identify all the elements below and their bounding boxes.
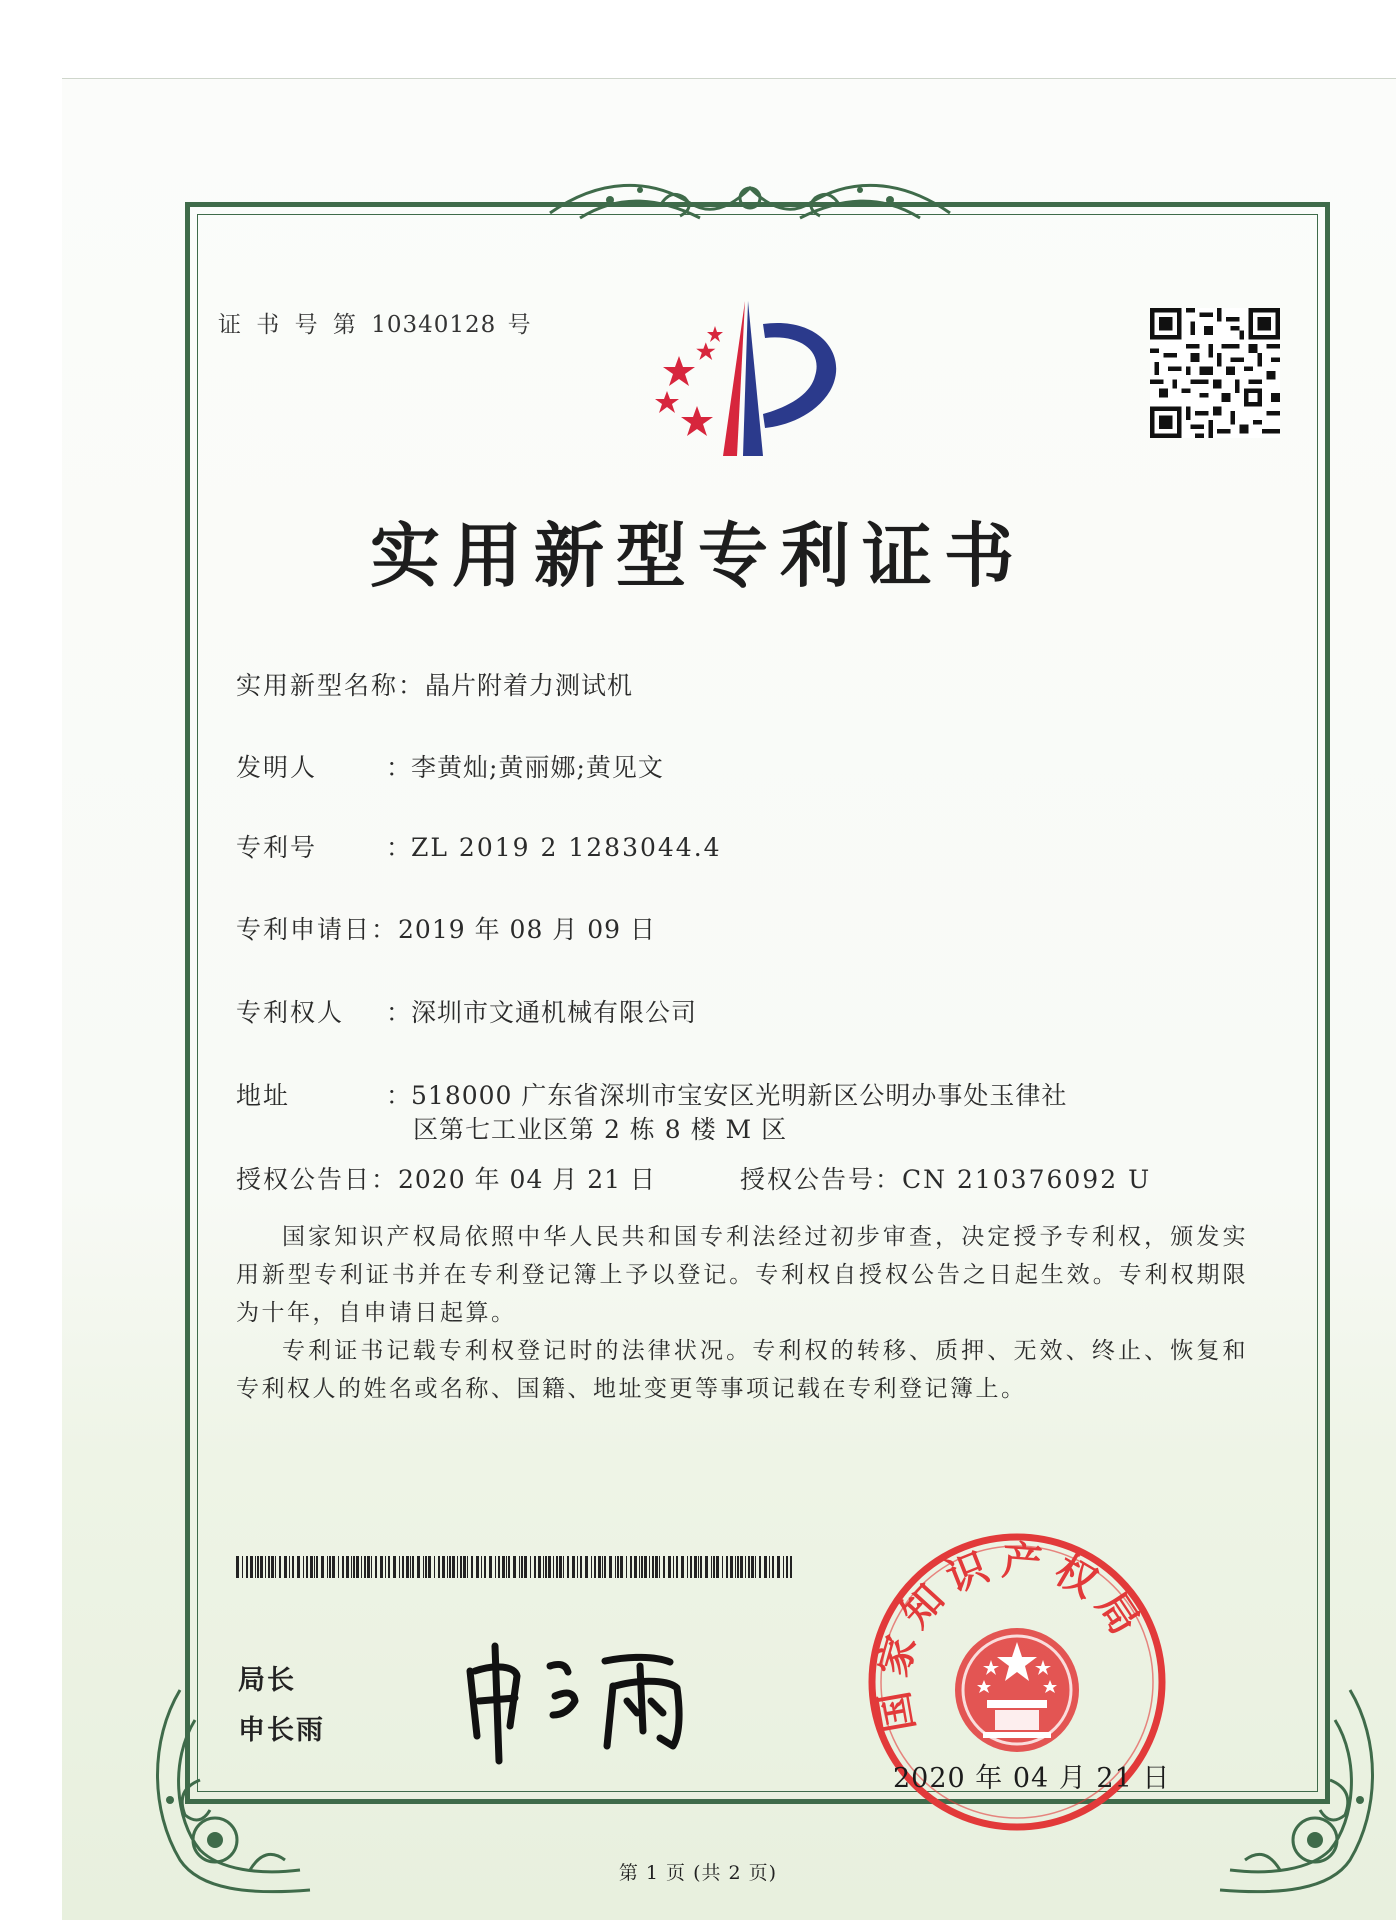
- barcode-bar: [393, 1556, 396, 1578]
- barcode-bar: [705, 1556, 708, 1578]
- barcode-bar: [519, 1556, 520, 1578]
- barcode-bar: [371, 1556, 372, 1578]
- barcode-bar: [321, 1556, 324, 1578]
- barcode-bar: [364, 1556, 366, 1578]
- barcode-bar: [748, 1556, 750, 1578]
- barcode-bar: [722, 1556, 723, 1578]
- patent-number-row: [236, 828, 722, 864]
- barcode-bar: [481, 1556, 482, 1578]
- barcode-bar: [591, 1556, 592, 1578]
- barcode-bar: [275, 1556, 276, 1578]
- barcode-bar: [726, 1556, 728, 1578]
- barcode-bar: [602, 1556, 603, 1578]
- barcode-bar: [316, 1556, 318, 1578]
- barcode-bar: [351, 1556, 352, 1578]
- address-label: 地址: [236, 1081, 291, 1110]
- barcode-bar: [545, 1556, 547, 1578]
- barcode-bar: [327, 1556, 328, 1578]
- barcode-bar: [434, 1556, 435, 1578]
- barcode-bar: [388, 1556, 390, 1578]
- barcode-bar: [268, 1556, 270, 1578]
- barcode-bar: [663, 1556, 665, 1578]
- address-row-2: [413, 1110, 787, 1146]
- grant-number-value: CN 210376092 U: [902, 1165, 1152, 1194]
- grant-date-label: 授权公告日：: [236, 1165, 399, 1194]
- barcode-bar: [687, 1556, 688, 1578]
- barcode-bar: [548, 1556, 551, 1578]
- barcode-bar: [652, 1556, 654, 1578]
- barcode-bar: [634, 1556, 637, 1578]
- barcode-bar: [250, 1556, 253, 1578]
- barcode-bar: [604, 1556, 606, 1578]
- grant-date-value: 2020 年 04 月 21 日: [398, 1165, 656, 1194]
- barcode-bar: [476, 1556, 479, 1578]
- legal-statement: [236, 1218, 1248, 1408]
- barcode-bar: [292, 1556, 294, 1578]
- barcode-bar: [297, 1556, 300, 1578]
- barcode-bar: [495, 1556, 496, 1578]
- barcode-bar: [265, 1556, 266, 1578]
- barcode-bar: [402, 1556, 404, 1578]
- barcode-bar: [329, 1556, 331, 1578]
- barcode-bar: [615, 1556, 616, 1578]
- address-colon: ：: [386, 1081, 412, 1110]
- barcode-bar: [681, 1556, 684, 1578]
- barcode-bar: [449, 1556, 451, 1578]
- barcode-bar: [740, 1556, 743, 1578]
- barcode-bar: [559, 1556, 562, 1578]
- barcode-bar: [467, 1556, 468, 1578]
- inventor-value: 李黄灿;黄丽娜;黄见文: [411, 753, 664, 782]
- utility-model-name-value: 晶片附着力测试机: [425, 671, 634, 700]
- barcode-bar: [617, 1556, 619, 1578]
- certificate-number: [218, 306, 535, 339]
- barcode-bar: [594, 1556, 596, 1578]
- seal-date: 2020 年 04 月 21 日: [893, 1763, 1171, 1794]
- patent-office-logo: [645, 296, 855, 461]
- barcode-bar: [442, 1556, 445, 1578]
- barcode-bar: [737, 1556, 739, 1578]
- barcode-bar: [649, 1556, 650, 1578]
- barcode-bar: [563, 1556, 564, 1578]
- barcode-bar: [236, 1556, 239, 1578]
- signer-title: 局长: [238, 1665, 296, 1696]
- barcode-bar: [255, 1556, 256, 1578]
- barcode-bar: [556, 1556, 558, 1578]
- patent-number-label: 专利号: [236, 833, 318, 862]
- barcode-bar: [425, 1556, 427, 1578]
- barcode-bar: [356, 1556, 359, 1578]
- patentee-label: 专利权人: [236, 998, 345, 1027]
- barcode: [236, 1556, 792, 1578]
- address-row: [236, 1076, 1067, 1112]
- barcode-bar: [410, 1556, 411, 1578]
- barcode-bar: [346, 1556, 349, 1578]
- barcode-bar: [260, 1556, 263, 1578]
- page-title: 实用新型专利证书: [370, 515, 1026, 597]
- barcode-bar: [361, 1556, 362, 1578]
- barcode-bar: [585, 1556, 588, 1578]
- barcode-bar: [764, 1556, 767, 1578]
- address-line-2: 区第七工业区第 2 栋 8 楼 M 区: [413, 1115, 788, 1144]
- barcode-bar: [342, 1556, 344, 1578]
- barcode-bar: [543, 1556, 544, 1578]
- barcode-bar: [521, 1556, 523, 1578]
- barcode-bar: [524, 1556, 527, 1578]
- filing-date-value: 2019 年 08 月 09 日: [398, 915, 656, 944]
- barcode-bar: [641, 1556, 643, 1578]
- barcode-bar: [367, 1556, 370, 1578]
- barcode-bar: [772, 1556, 774, 1578]
- barcode-bar: [777, 1556, 780, 1578]
- grant-number-row: [740, 1160, 1151, 1196]
- patent-number-colon: ：: [386, 833, 412, 862]
- qr-code: [1150, 308, 1280, 438]
- inventor-row: [236, 748, 664, 784]
- barcode-bar: [659, 1556, 660, 1578]
- barcode-bar: [786, 1556, 788, 1578]
- barcode-bar: [630, 1556, 632, 1578]
- barcode-bar: [755, 1556, 756, 1578]
- barcode-bar: [626, 1556, 627, 1578]
- barcode-bar: [716, 1556, 719, 1578]
- filing-date-label: 专利申请日：: [236, 915, 399, 944]
- barcode-bar: [751, 1556, 754, 1578]
- barcode-bar: [735, 1556, 736, 1578]
- barcode-bar: [676, 1556, 678, 1578]
- barcode-bar: [289, 1556, 290, 1578]
- barcode-bar: [513, 1556, 516, 1578]
- patentee-value: 深圳市文通机械有限公司: [411, 998, 698, 1027]
- barcode-bar: [332, 1556, 335, 1578]
- barcode-bar: [303, 1556, 304, 1578]
- barcode-bar: [246, 1556, 248, 1578]
- barcode-bar: [534, 1556, 536, 1578]
- barcode-bar: [730, 1556, 733, 1578]
- inventor-label: 发明人: [236, 753, 318, 782]
- barcode-bar: [447, 1556, 448, 1578]
- barcode-bar: [310, 1556, 313, 1578]
- patentee-colon: ：: [386, 998, 412, 1027]
- certificate-number-suffix: 号: [507, 312, 535, 338]
- barcode-bar: [690, 1556, 692, 1578]
- barcode-bar: [538, 1556, 541, 1578]
- barcode-bar: [428, 1556, 431, 1578]
- barcode-bar: [338, 1556, 339, 1578]
- barcode-bar: [306, 1556, 308, 1578]
- barcode-bar: [242, 1556, 243, 1578]
- barcode-bar: [271, 1556, 274, 1578]
- barcode-bar: [655, 1556, 658, 1578]
- barcode-bar: [380, 1556, 383, 1578]
- barcode-bar: [694, 1556, 697, 1578]
- barcode-bar: [609, 1556, 612, 1578]
- barcode-bar: [438, 1556, 440, 1578]
- barcode-bar: [502, 1556, 505, 1578]
- barcode-bar: [580, 1556, 582, 1578]
- barcode-bar: [489, 1556, 492, 1578]
- barcode-bar: [406, 1556, 409, 1578]
- barcode-bar: [700, 1556, 702, 1578]
- barcode-bar: [385, 1556, 386, 1578]
- barcode-bar: [644, 1556, 647, 1578]
- barcode-bar: [553, 1556, 554, 1578]
- barcode-bar: [498, 1556, 500, 1578]
- barcode-bar: [790, 1556, 792, 1578]
- barcode-bar: [471, 1556, 473, 1578]
- barcode-bar: [711, 1556, 712, 1578]
- barcode-bar: [598, 1556, 601, 1578]
- seal-text: 国家知识产权局: [869, 1537, 1154, 1736]
- barcode-bar: [457, 1556, 458, 1578]
- barcode-bar: [508, 1556, 510, 1578]
- address-line-1: 518000 广东省深圳市宝安区光明新区公明办事处玉律社: [411, 1081, 1068, 1110]
- patentee-row: [236, 993, 697, 1029]
- inventor-colon: ：: [386, 753, 412, 782]
- signer-name: 申长雨: [238, 1715, 325, 1746]
- barcode-bar: [375, 1556, 377, 1578]
- barcode-bar: [452, 1556, 455, 1578]
- barcode-bar: [567, 1556, 569, 1578]
- barcode-bar: [423, 1556, 424, 1578]
- barcode-bar: [484, 1556, 486, 1578]
- barcode-bar: [353, 1556, 355, 1578]
- barcode-bar: [257, 1556, 259, 1578]
- barcode-bar: [399, 1556, 400, 1578]
- legal-paragraph-2: 专利证书记载专利权登记时的法律状况。专利权的转移、质押、无效、终止、恢复和专利权人的姓名或名称、国籍、地址变更等事项记载在专利登记簿上。: [236, 1338, 1248, 1402]
- barcode-bar: [279, 1556, 281, 1578]
- paper-edge: [62, 78, 1396, 79]
- page-footer: 第 1 页 (共 2 页): [618, 1862, 778, 1884]
- barcode-bar: [698, 1556, 699, 1578]
- certificate-number-value: 10340128: [371, 312, 497, 338]
- barcode-bar: [769, 1556, 770, 1578]
- barcode-bar: [530, 1556, 531, 1578]
- certificate-number-label: 证 书 号 第: [218, 312, 360, 338]
- utility-model-name-label: 实用新型名称：: [236, 671, 426, 700]
- grant-number-label: 授权公告号：: [740, 1165, 903, 1194]
- barcode-bar: [668, 1556, 671, 1578]
- barcode-bar: [673, 1556, 674, 1578]
- barcode-bar: [460, 1556, 462, 1578]
- barcode-bar: [759, 1556, 761, 1578]
- barcode-bar: [783, 1556, 784, 1578]
- handwritten-signature: [455, 1626, 755, 1776]
- barcode-bar: [577, 1556, 578, 1578]
- barcode-bar: [639, 1556, 640, 1578]
- barcode-bar: [745, 1556, 746, 1578]
- barcode-bar: [314, 1556, 315, 1578]
- barcode-bar: [417, 1556, 420, 1578]
- grant-date-row: [236, 1160, 656, 1196]
- barcode-bar: [506, 1556, 507, 1578]
- barcode-bar: [412, 1556, 414, 1578]
- barcode-bar: [713, 1556, 715, 1578]
- utility-model-name-row: [236, 666, 633, 702]
- legal-paragraph-1: 国家知识产权局依照中华人民共和国专利法经过初步审查，决定授予专利权，颁发实用新型专利证书并在专利登记簿上予以登记。专利权自授权公告之日起生效。专利权期限为十年，自申请日起算。: [236, 1224, 1248, 1326]
- barcode-bar: [284, 1556, 287, 1578]
- barcode-bar: [620, 1556, 623, 1578]
- filing-date-row: [236, 910, 656, 946]
- top-ornament: [540, 168, 960, 238]
- patent-number-value: ZL 2019 2 1283044.4: [411, 833, 722, 862]
- barcode-bar: [572, 1556, 575, 1578]
- barcode-bar: [463, 1556, 466, 1578]
